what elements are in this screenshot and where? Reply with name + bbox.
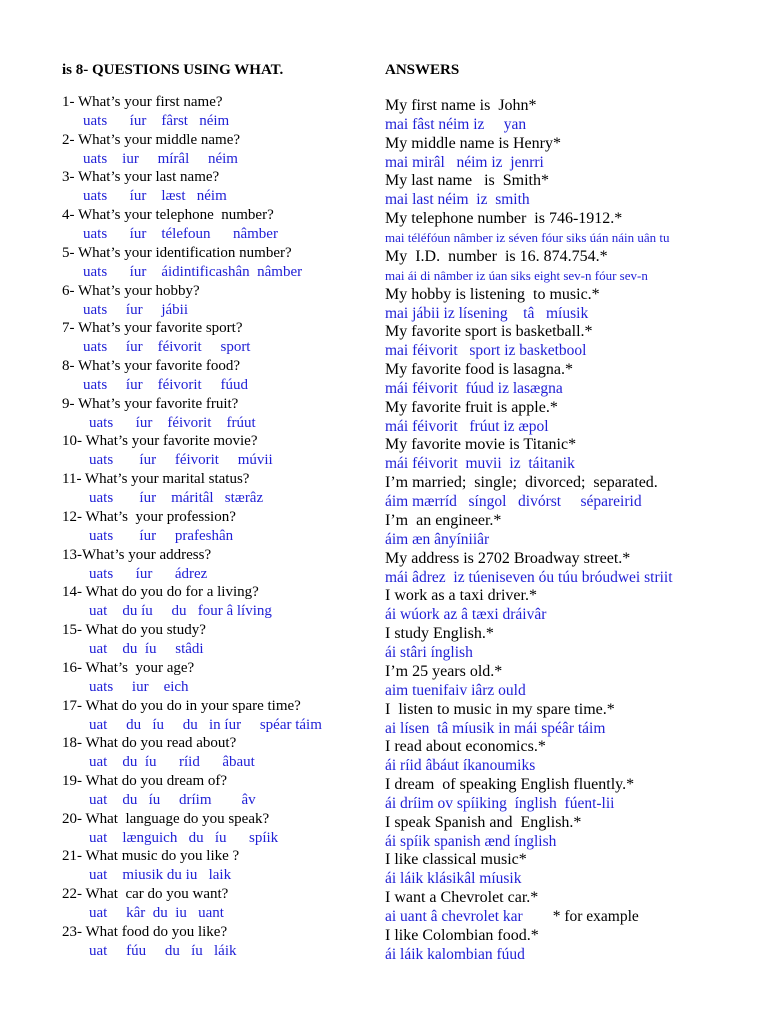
question-cell	[62, 697, 380, 735]
answer-pronunciation: áim æn ânyíniiâr	[385, 530, 490, 548]
answers-heading: ANSWERS	[385, 62, 460, 78]
answer-cell	[385, 737, 763, 775]
question-cell	[62, 659, 380, 697]
answer-pronunciation: mai féivorit sport iz basketbool	[385, 342, 587, 360]
qa-row	[62, 357, 762, 398]
question-text: 15- What do you study?	[62, 622, 206, 639]
answer-text: I’m married; single; divorced; separated.	[385, 474, 658, 492]
answer-cell	[385, 775, 763, 813]
answer-pronunciation: mái féivorit muvii iz táitanik	[385, 455, 575, 473]
qa-row	[62, 168, 762, 209]
qa-row	[62, 508, 762, 546]
question-pronunciation: uats íur féivorit frúut	[89, 414, 256, 431]
question-cell	[62, 546, 380, 584]
qa-row	[62, 659, 762, 697]
question-text: 10- What’s your favorite movie?	[62, 433, 258, 450]
question-pronunciation: uat længuich du íu spíik	[89, 829, 279, 846]
question-pronunciation: uats íur féivorit sport	[83, 339, 251, 356]
question-pronunciation: uats íur fârst néim	[83, 113, 230, 129]
question-pronunciation: uats íur læst néim	[83, 188, 227, 205]
answer-pronunciation: mái féivorit fúud iz lasægna	[385, 380, 563, 398]
answer-cell	[385, 285, 763, 323]
question-pronunciation: uats íur prafeshân	[89, 527, 234, 544]
question-pronunciation: uat miusik du iu laik	[89, 867, 232, 884]
answer-cell	[385, 473, 763, 511]
answer-text: My telephone number is 746-1912.*	[385, 210, 623, 228]
answer-cell	[385, 700, 763, 738]
question-text: 8- What’s your favorite food?	[62, 358, 241, 375]
answer-pronunciation: mai jábii iz lísening tâ míusik	[385, 304, 589, 322]
answer-cell	[385, 209, 763, 247]
answer-text: My middle name is Henry*	[385, 134, 561, 152]
answer-text: I want a Chevrolet car.*	[385, 889, 539, 907]
answer-text: My hobby is listening to music.*	[385, 285, 600, 303]
answer-pronunciation: ái láik kalombian fúud	[385, 945, 525, 963]
question-text: 21- What music do you like ?	[62, 848, 240, 865]
answer-cell	[385, 171, 763, 209]
question-cell	[62, 923, 380, 961]
question-text: 7- What’s your favorite sport?	[62, 320, 243, 337]
answer-pronunciation: ai lísen tâ míusik in mái spéâr táim	[385, 719, 606, 737]
answer-pronunciation: mai mirâl néim iz jenrri	[385, 153, 544, 171]
question-cell	[62, 93, 380, 131]
question-pronunciation: uats íur áidintificashân nâmber	[83, 263, 303, 280]
answer-text: I dream of speaking English fluently.*	[385, 775, 635, 793]
question-pronunciation: uats iur mírâl néim	[83, 150, 238, 167]
answer-text: My favorite food is lasagna.*	[385, 361, 573, 379]
question-text: 9- What’s your favorite fruit?	[62, 395, 239, 412]
question-cell	[62, 206, 380, 244]
answer-text: My favorite movie is Titanic*	[385, 436, 577, 454]
answer-text: My I.D. number is 16. 874.754.*	[385, 247, 608, 265]
answer-pronunciation: mai fâst néim iz yan	[385, 116, 527, 133]
answer-cell	[385, 624, 763, 662]
example-note: * for example	[552, 908, 639, 926]
answer-text: I’m 25 years old.*	[385, 662, 503, 680]
question-cell	[62, 583, 380, 621]
question-cell	[62, 885, 380, 923]
answer-text: My last name is Smith*	[385, 172, 549, 190]
question-pronunciation: uats íur máritâl stærâz	[89, 490, 264, 507]
question-cell	[62, 282, 380, 320]
question-pronunciation: uat du íu stâdi	[89, 641, 204, 658]
qa-row	[62, 282, 762, 320]
question-cell	[62, 810, 380, 848]
answer-text: I study English.*	[385, 625, 494, 643]
question-text: 20- What language do you speak?	[62, 810, 270, 827]
question-text: 2- What’s your middle name?	[62, 131, 241, 148]
answer-pronunciation: ái wúork az â tæxi dráivâr	[385, 606, 547, 624]
question-text: 11- What’s your marital status?	[62, 471, 250, 488]
question-cell	[62, 168, 380, 206]
answer-text: My favorite sport is basketball.*	[385, 323, 593, 341]
qa-row	[62, 432, 762, 473]
answer-text: I like Colombian food.*	[385, 926, 539, 944]
qa-row	[62, 810, 762, 848]
question-cell	[62, 772, 380, 810]
question-answer-list	[62, 93, 762, 961]
question-text: 23- What food do you like?	[62, 923, 228, 940]
answer-text: My address is 2702 Broadway street.*	[385, 549, 631, 567]
qa-row	[62, 244, 762, 282]
question-cell	[62, 470, 380, 508]
answer-text: I read about economics.*	[385, 738, 546, 756]
answer-text: I listen to music in my spare time.*	[385, 700, 615, 718]
answer-pronunciation: aim tuenifaiv iârz ould	[385, 681, 526, 699]
answer-cell	[385, 511, 763, 549]
question-text: 22- What car do you want?	[62, 886, 229, 903]
question-pronunciation: uat du íu ríid âbaut	[89, 754, 255, 771]
question-text: 13-What’s your address?	[62, 546, 212, 563]
question-text: 5- What’s your identification number?	[62, 244, 292, 261]
answer-text: My favorite fruit is apple.*	[385, 398, 558, 416]
answer-cell	[385, 360, 763, 398]
answer-cell	[385, 247, 763, 285]
question-cell	[62, 357, 380, 395]
qa-row	[62, 206, 762, 244]
qa-row	[62, 734, 762, 775]
question-pronunciation: uats íur féivorit fúud	[83, 377, 248, 394]
answer-pronunciation: ái spíik spanish ænd ínglish	[385, 832, 557, 850]
answer-text: I like classical music*	[385, 851, 527, 869]
question-pronunciation: uats íur jábii	[83, 301, 188, 318]
question-cell	[62, 508, 380, 546]
answer-pronunciation: mai téléfóun nâmber iz séven fóur siks úán náin uân tu	[385, 230, 670, 246]
answer-pronunciation: ái láik klásikâl míusik	[385, 870, 522, 888]
question-cell	[62, 621, 380, 659]
answer-text: My first name is John*	[385, 97, 537, 114]
question-pronunciation: uat du íu du in íur spéar táim	[89, 716, 322, 733]
question-pronunciation: uat fúu du íu láik	[89, 942, 237, 959]
question-cell	[62, 432, 380, 470]
qa-row	[62, 395, 762, 433]
answer-cell	[385, 322, 763, 360]
qa-row	[62, 923, 762, 961]
answer-cell	[385, 662, 763, 700]
qa-row	[62, 847, 762, 888]
qa-row	[62, 93, 762, 131]
question-text: 3- What’s your last name?	[62, 169, 220, 186]
question-cell	[62, 244, 380, 282]
question-text: 17- What do you do in your spare time?	[62, 697, 301, 714]
question-text: 16- What’s your age?	[62, 659, 195, 676]
answer-pronunciation: ái stâri ínglish	[385, 644, 473, 662]
qa-row	[62, 319, 762, 360]
answer-pronunciation: áim mærríd síngol divórst sépareirid	[385, 493, 642, 511]
answer-cell	[385, 549, 763, 587]
question-text: 19- What do you dream of?	[62, 772, 228, 789]
question-pronunciation: uat kâr du iu uant	[89, 905, 224, 922]
question-text: 4- What’s your telephone number?	[62, 207, 274, 224]
question-cell	[62, 131, 380, 169]
question-cell	[62, 847, 380, 885]
answer-cell	[385, 96, 763, 134]
question-pronunciation: uats íur télefoun nâmber	[83, 226, 278, 243]
answer-pronunciation: mai last néim iz smith	[385, 191, 530, 209]
answer-cell	[385, 813, 763, 851]
question-text: 1- What’s your first name?	[62, 94, 223, 110]
question-pronunciation: uats íur féivorit múvii	[89, 452, 273, 469]
qa-row	[62, 546, 762, 584]
qa-row	[62, 583, 762, 624]
answer-text: I work as a taxi driver.*	[385, 587, 537, 605]
answer-cell	[385, 850, 763, 888]
question-text: 6- What’s your hobby?	[62, 282, 200, 299]
answer-pronunciation: ái dríim ov spíiking ínglish fúent-lii	[385, 794, 615, 812]
question-cell	[62, 395, 380, 433]
question-cell	[62, 734, 380, 772]
answer-pronunciation-line	[385, 945, 763, 964]
question-text: 12- What’s your profession?	[62, 508, 236, 525]
question-text: 14- What do you do for a living?	[62, 584, 259, 601]
qa-row	[62, 885, 762, 926]
question-pronunciation: uat du íu du four â líving	[89, 603, 272, 620]
question-text: 18- What do you read about?	[62, 735, 237, 752]
answer-cell	[385, 134, 763, 172]
answer-cell	[385, 586, 763, 624]
question-pronunciation: uats iur eich	[89, 678, 189, 695]
qa-row	[62, 131, 762, 169]
qa-row	[62, 470, 762, 511]
answer-text: I speak Spanish and English.*	[385, 813, 582, 831]
answer-pronunciation: mái féivorit frúut iz æpol	[385, 417, 549, 435]
question-pronunciation: uat du íu dríim âv	[89, 791, 256, 808]
answer-pronunciation: ai uant â chevrolet kar	[385, 908, 523, 926]
answer-pronunciation: mai ái di nâmber iz úan siks eight sev-n fóur sev-n	[385, 267, 648, 283]
question-cell	[62, 319, 380, 357]
qa-row	[62, 697, 762, 735]
answer-cell	[385, 435, 763, 473]
answer-text: I’m an engineer.*	[385, 511, 502, 529]
questions-heading: is 8- QUESTIONS USING WHAT.	[62, 62, 284, 78]
question-pronunciation: uats íur ádrez	[89, 565, 208, 582]
answer-pronunciation: mái âdrez iz túeniseven óu túu bróudwei striit	[385, 568, 673, 586]
qa-row	[62, 772, 762, 810]
answer-cell	[385, 398, 763, 436]
qa-row	[62, 621, 762, 662]
answer-cell	[385, 888, 763, 926]
answer-pronunciation: ái ríid âbáut íkanoumiks	[385, 757, 536, 775]
answer-cell	[385, 926, 763, 964]
